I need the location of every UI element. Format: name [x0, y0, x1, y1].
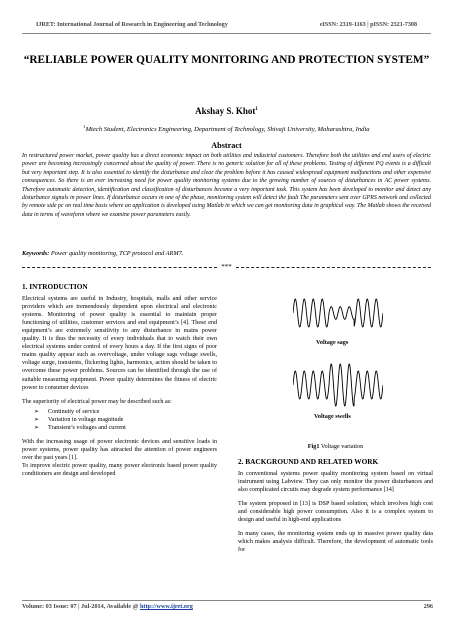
issn: eISSN: 2319-1163 | pISSN: 2321-7308: [319, 22, 417, 28]
separator-stars: ***: [221, 262, 232, 271]
intro-paragraph-2: The superiority of electrical power may be described such as:: [22, 398, 172, 405]
footer-rule: [22, 600, 431, 601]
abstract-heading: Abstract: [211, 141, 242, 150]
keywords: [22, 250, 431, 257]
footer-volume-info: Volume: 03 Issue: 07 | Jul-2014, Available @ http://www.ijret.org: [22, 603, 193, 610]
journal-link[interactable]: http://www.ijret.org: [139, 603, 193, 610]
author-superscript: 1: [255, 107, 258, 112]
affiliation-text: Mtech Student, Electronics Engineering, Department of Technology, Shivaji University, Maharashtra, India: [85, 126, 370, 134]
voltage-sags-waveform: [293, 291, 383, 335]
author-name: Akshay S. Khot: [195, 106, 256, 116]
page-footer: [22, 603, 433, 610]
introduction-heading: 1. INTRODUCTION: [22, 282, 88, 291]
voltage-variation-figure: [238, 283, 433, 433]
arrow-bullet-icon: ➢: [34, 424, 40, 431]
list-item: ➢ Variation in voltage magnitude: [34, 416, 124, 423]
arrow-bullet-icon: ➢: [34, 416, 40, 423]
intro-paragraph-4: To improve electric power quality, many power electronic based power quality conditioners are design and developed: [22, 462, 217, 477]
left-column: [22, 283, 217, 484]
journal-name: IJRET: International Journal of Research in Engineering and Technology: [36, 22, 228, 28]
voltage-swells-label: Voltage swells: [314, 413, 351, 420]
keywords-text: Power quality monitoring, TCP protocol and ARM7.: [50, 250, 184, 257]
voltage-swells-waveform: [293, 363, 383, 407]
waveform-path: [293, 299, 383, 327]
affiliation-superscript: 1: [83, 124, 86, 129]
section-separator: [22, 263, 431, 271]
separator-dash-right: [236, 267, 431, 268]
header-rule: [22, 33, 431, 34]
background-heading: 2. BACKGROUND AND RELATED WORK: [238, 457, 379, 467]
intro-paragraph-3: With the increasing usage of power electronic devices and sensitive loads in power systems, power quality has attracted the attention of power engineers over the past years [1].: [22, 438, 217, 461]
keywords-label: Keywords:: [22, 250, 50, 257]
paper-title: “RELIABLE POWER QUALITY MONITORING AND PROTECTION SYSTEM”: [23, 54, 430, 66]
abstract-text: In restructured power market, power quality has a direct economic impact on both utilities and industrial customers. Therefore both the utilities and end users of electric power are becoming increasingly concerned about the quality of power. There is no generic solution for all of these problems. Testing of different PQ events is a difficult but very important step. It is also essential to identify the disturbance and clear the problem before it has caused widespread equipment malfunctions and other expensive consequences. So there is an ever increasing need for power quality monitoring systems due to the growing number of sources of disturbances in AC power systems. Therefore automatic detection, identification and classification of disturbances become a very important task. This system has been developed to monitor and detect any disturbance signals in power lines. If disturbance occurs in one of the phase, monitoring system will detect the fault The parameters sent over GPRS network and collected by remote side pc on real time basis where an application is developed using Matlab in which we can get monitoring data in graphical way. The Matlab shows the received data in terms of waveform where we examine power parameters easily.: [22, 153, 431, 218]
waveform-path: [293, 364, 383, 406]
quality-bullet-list: [34, 408, 217, 432]
figure-caption: [238, 443, 433, 451]
background-paragraph-3: In many cases, the monitoring system ends up in massive power quality data which makes analysis difficult. Therefore, the development of automatic tools for: [238, 531, 433, 554]
figure-number: Fig1: [307, 443, 320, 450]
voltage-sags-label: Voltage sags: [316, 339, 349, 346]
arrow-bullet-icon: ➢: [34, 408, 40, 415]
running-header: [36, 22, 417, 28]
list-item: ➢ Transient’s voltages and current: [34, 424, 126, 431]
intro-paragraph-1: Electrical systems are useful in Industry, hospitals, malls and other service providers which are tremendously dependent upon electrical and electronic systems. Monitoring of power quality is essential to maintain proper functioning of utilities, customer services and end equipment’s [4]. These end equipment’s are extremely sensitivity to any disturbance in mains power quality. It is thus the necessity of every individuals that to watch their own electrical systems under control of every hours a day. If the first signs of poor mains quality appear such as overvoltage, under voltage sags voltage swells, voltage surge, transients, flickering lights, harmonics, action should be taken to overcome these power problems. Sources can be identified through the use of suitable measuring equipment. Power quality determines the fitness of electric power to consumer devices: [22, 296, 217, 391]
background-paragraph-1: In conventional systems power quality monitoring system based on virtual instrument using Labview. They can only monitor the power disturbances and also complicated circuits may degrade system performance [14]: [238, 471, 433, 494]
list-item: ➢ Continuity of service: [34, 408, 100, 415]
figure-caption-text: Voltage variation: [320, 443, 364, 450]
separator-dash-left: [22, 267, 217, 268]
affiliation: [20, 124, 433, 133]
author: [0, 106, 453, 116]
background-paragraph-2: The system proposed in [13] is DSP based solution, which involves high cost and considerable high power consumption. Also it is a complex system to design and useful in high-end applications: [238, 501, 433, 524]
right-column: [238, 283, 433, 561]
page-number: 296: [423, 603, 433, 610]
